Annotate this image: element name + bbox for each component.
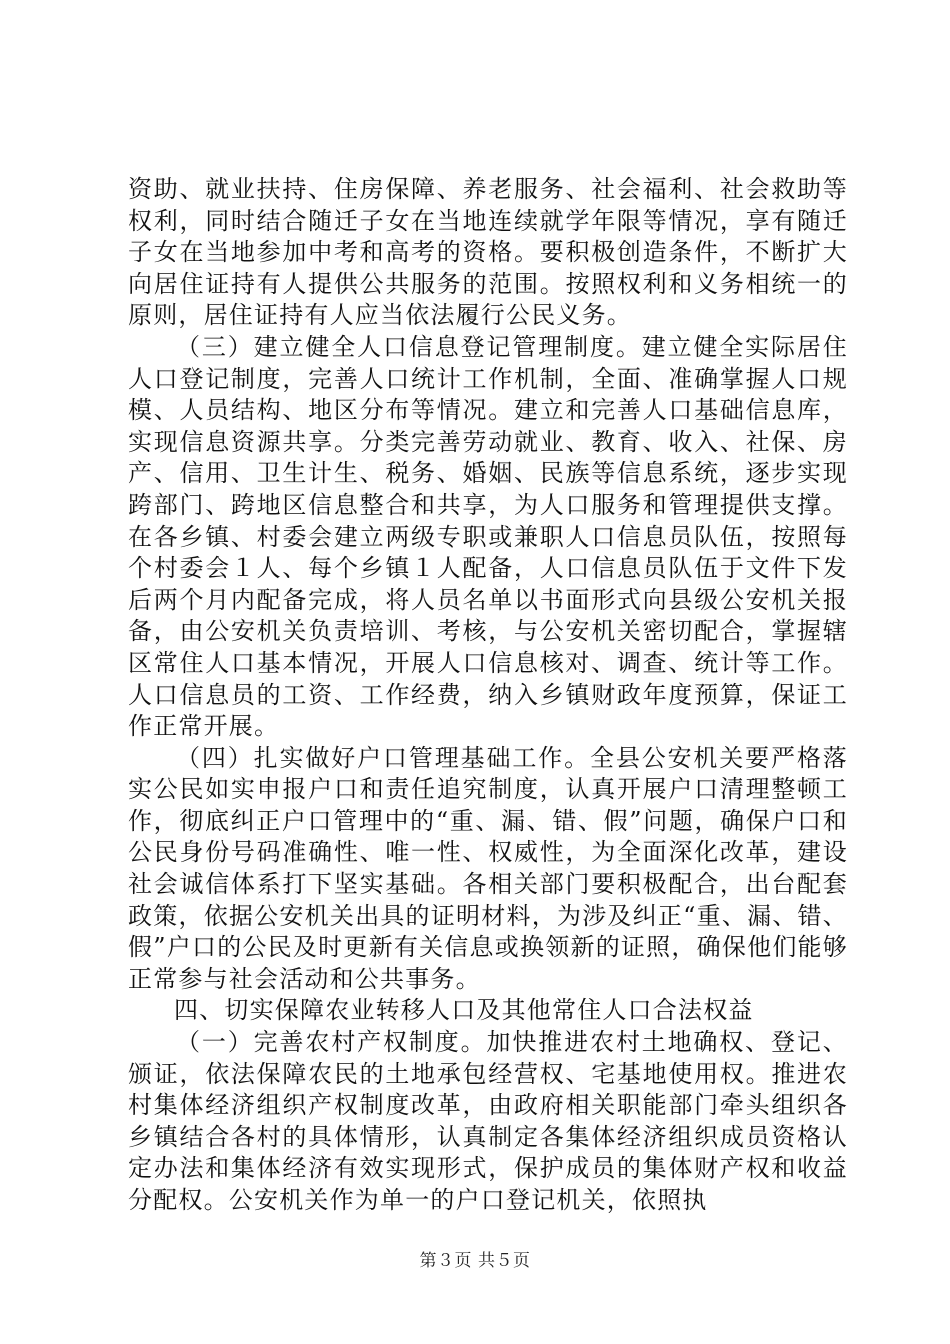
- paragraph-continuation: 资助、就业扶持、住房保障、养老服务、社会福利、社会救助等权利，同时结合随迁子女在当地连续就学年限等情况，享有随迁子女在当地参加中考和高考的资格。要积极创造条件，不断扩大向居住证持有人提供公共服务的范围。按照权利和义务相统一的原则，居住证持有人应当依法履行公民义务。: [128, 175, 848, 330]
- document-body: [128, 174, 848, 1217]
- section-heading: 四、切实保障农业转移人口及其他常住人口合法权益: [174, 996, 754, 1025]
- paragraph-section-4: （四）扎实做好户口管理基础工作。全县公安机关要严格落实公民如实申报户口和责任追究制度，认真开展户口清理整顿工作，彻底纠正户口管理中的“重、漏、错、假”问题，确保户口和公民身份号码准确性、唯一性、权威性，为全面深化改革，建设社会诚信体系打下坚实基础。各相关部门要积极配合，出台配套政策，依据公安机关出具的证明材料，为涉及纠正“重、漏、错、假”户口的公民及时更新有关信息或换领新的证照，确保他们能够正常参与社会活动和公共事务。: [128, 743, 848, 993]
- paragraph-subsection-1: （一）完善农村产权制度。加快推进农村土地确权、登记、颁证，依法保障农民的土地承包经营权、宅基地使用权。推进农村集体经济组织产权制度改革，由政府相关职能部门牵头组织各乡镇结合各村的具体情形，认真制定各集体经济组织成员资格认定办法和集体经济有效实现形式，保护成员的集体财产权和收益分配权。公安机关作为单一的户口登记机关，依照执: [128, 1028, 848, 1214]
- paragraph-section-3: （三）建立健全人口信息登记管理制度。建立健全实际居住人口登记制度，完善人口统计工作机制，全面、准确掌握人口规模、人员结构、地区分布等情况。建立和完善人口基础信息库，实现信息资源共享。分类完善劳动就业、教育、收入、社保、房产、信用、卫生计生、税务、婚姻、民族等信息系统，逐步实现跨部门、跨地区信息整合和共享，为人口服务和管理提供支撑。在各乡镇、村委会建立两级专职或兼职人口信息员队伍，按照每个村委会１人、每个乡镇１人配备，人口信息员队伍于文件下发后两个月内配备完成，将人员名单以书面形式向县级公安机关报备，由公安机关负责培训、考核，与公安机关密切配合，掌握辖区常住人口基本情况，开展人口信息核对、调查、统计等工作。人口信息员的工资、工作经费，纳入乡镇财政年度预算，保证工作正常开展。: [128, 332, 848, 741]
- page-footer: 第３页 共５页: [419, 1251, 531, 1271]
